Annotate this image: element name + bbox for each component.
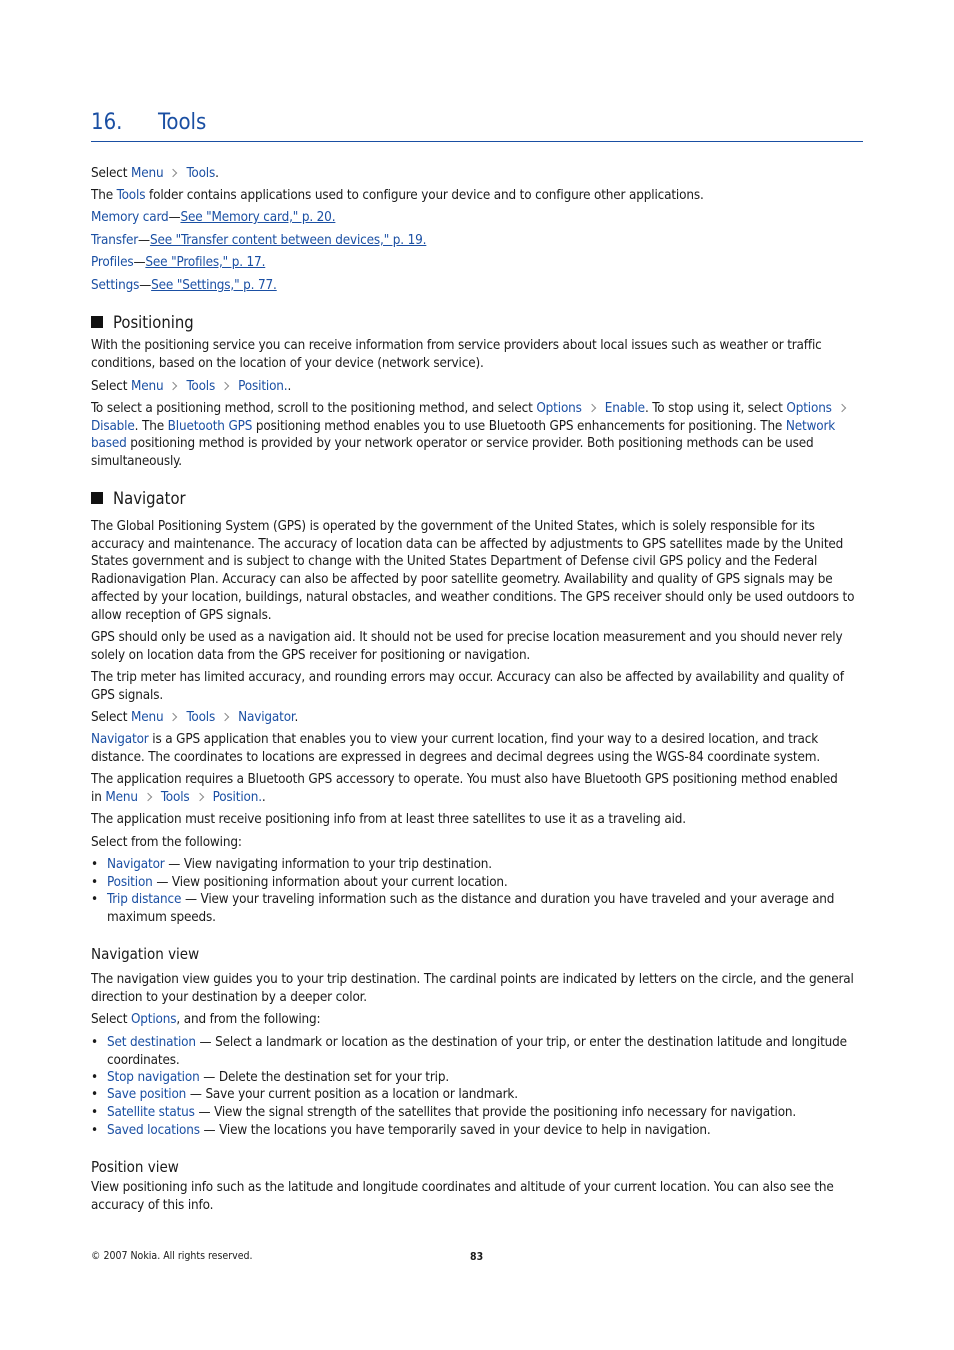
chevron-right-icon <box>169 712 177 720</box>
list-item: • Trip distance — View your traveling information such as the distance and duration you have traveled and your average and maximum speeds. <box>91 892 835 925</box>
positioning-para2: To select a positioning method, scroll to the positioning method, and select Options Enable. To stop using it, select OptionsDisable. The Bluetooth GPS positioning method enables you to use Bluetooth GPS enhancements for positioning. The Network based positioning method is provided by your network operator or service provider. Both positioning methods can be used simultaneously. <box>91 400 863 471</box>
xref-link[interactable]: See "Transfer content between devices," p. 19. <box>149 233 427 248</box>
navigation-view-para1: The navigation view guides you to your trip destination. The cardinal points are indicated by letters on the circle, and the general direction to your destination by a deeper color. <box>91 972 854 1005</box>
intro-item-memory-card: Memory card—See "Memory card," p. 20. <box>91 210 336 225</box>
chevron-right-icon <box>169 381 177 389</box>
xref-link[interactable]: See "Profiles," p. 17. <box>145 255 266 270</box>
chevron-right-icon <box>195 792 203 800</box>
navigator-para5-line2: in Menu Tools Position.. <box>91 790 266 805</box>
navigator-para3: The trip meter has limited accuracy, and rounding errors may occur. Accuracy can also be affected by availability and quality of GPS signals. <box>91 670 844 703</box>
intro-folder-text: The Tools folder contains applications used to configure your device and to configure other applications. <box>91 188 704 203</box>
menu-link[interactable]: Menu <box>130 166 164 181</box>
footer-copyright: © 2007 Nokia. All rights reserved. <box>91 1250 253 1262</box>
chevron-right-icon <box>169 168 177 176</box>
chevron-right-icon <box>588 403 596 411</box>
section-heading-navigator: Navigator <box>91 489 186 509</box>
intro-item-profiles: Profiles—See "Profiles," p. 17. <box>91 255 266 270</box>
subheading-position-view: Position view <box>91 1158 179 1176</box>
intro-item-settings: Settings—See "Settings," p. 77. <box>91 278 277 293</box>
list-item: • Position — View positioning information about your current location. <box>91 875 508 890</box>
intro-select-path: Select Menu Tools. <box>91 166 219 181</box>
navigator-para6: The application must receive positioning info from at least three satellites to use it as a traveling aid. <box>91 812 686 827</box>
list-item: • Stop navigation — Delete the destination set for your trip. <box>91 1070 450 1085</box>
tools-folder-link[interactable]: Tools <box>116 188 146 203</box>
page-number: 83 <box>470 1251 484 1263</box>
xref-link[interactable]: See "Settings," p. 77. <box>151 278 277 293</box>
positioning-select-path: Select Menu Tools Position.. <box>91 379 292 394</box>
list-item: • Satellite status — View the signal strength of the satellites that provide the positioning info necessary for navigation. <box>91 1105 797 1120</box>
section-heading-positioning: Positioning <box>91 313 194 333</box>
list-item: • Saved locations — View the locations you have temporarily saved in your device to help in navigation. <box>91 1123 711 1138</box>
chevron-right-icon <box>221 381 229 389</box>
tools-link[interactable]: Tools <box>186 166 216 181</box>
navigator-select-following: Select from the following: <box>91 835 242 850</box>
subheading-navigation-view: Navigation view <box>91 945 200 963</box>
navigator-para5-line1: The application requires a Bluetooth GPS accessory to operate. You must also have Bluetooth GPS positioning method enabled <box>91 772 838 787</box>
list-item: • Set destination — Select a landmark or location as the destination of your trip, or enter the destination latitude and longitude coordinates. <box>91 1035 847 1068</box>
positioning-para1: With the positioning service you can receive information from service providers about local issues such as weather or traffic conditions, based on the location of your device (network service). <box>91 338 822 371</box>
xref-link[interactable]: See "Memory card," p. 20. <box>180 210 336 225</box>
square-bullet-icon <box>91 316 103 328</box>
navigator-para4: Navigator is a GPS application that enables you to view your current location, find your way to a desired location, and track distance. The coordinates to locations are expressed in degrees and decimal degrees using the WGS-84 coordinate system. <box>91 732 820 765</box>
intro-item-transfer: Transfer—See "Transfer content between devices," p. 19. <box>91 233 427 248</box>
navigation-view-select: Select Options, and from the following: <box>91 1012 321 1027</box>
chapter-title: Tools <box>158 110 207 135</box>
list-item: • Save position — Save your current position as a location or landmark. <box>91 1087 518 1102</box>
chapter-number: 16. <box>91 110 123 135</box>
position-view-para1: View positioning info such as the latitude and longitude coordinates and altitude of your current location. You can also see the accuracy of this info. <box>91 1180 834 1213</box>
list-item: • Navigator — View navigating information to your trip destination. <box>91 857 492 872</box>
chevron-right-icon <box>838 403 846 411</box>
navigator-para1: The Global Positioning System (GPS) is operated by the government of the United States, which is solely responsible for its accuracy and maintenance. The accuracy of location data can be affected by adjustments to GPS satellites made by the United States government and is subject to change with the United States Department of Defense civil GPS policy and the Federal Radionavigation Plan. Accuracy can also be affected by poor satellite geometry. Availability and quality of GPS signals may be affected by your location, buildings, natural obstacles, and weather conditions. The GPS receiver should only be used outdoors to allow reception of GPS signals. <box>91 519 855 623</box>
navigator-para2: GPS should only be used as a navigation aid. It should not be used for precise location measurement and you should never rely solely on location data from the GPS receiver for positioning or navigation. <box>91 630 843 663</box>
chevron-right-icon <box>221 712 229 720</box>
chapter-heading <box>91 110 863 142</box>
chevron-right-icon <box>144 792 152 800</box>
navigator-select-path: Select Menu Tools Navigator. <box>91 710 299 725</box>
square-bullet-icon <box>91 492 103 504</box>
